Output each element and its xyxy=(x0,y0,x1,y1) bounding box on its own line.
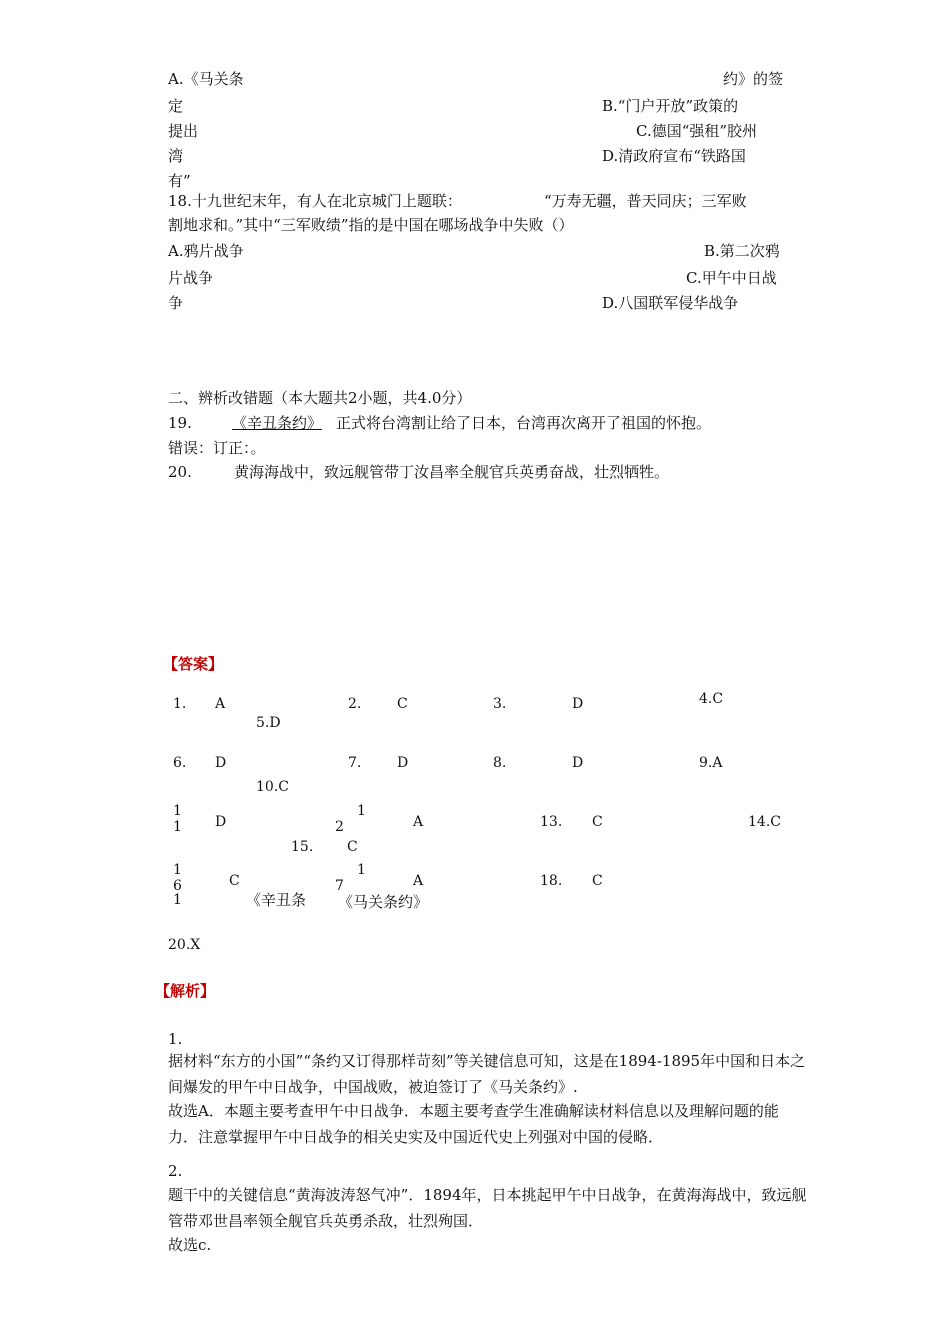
answer-number: 7. xyxy=(348,755,362,771)
answer-choice: D xyxy=(397,755,409,771)
answer-number: 1. xyxy=(173,696,187,712)
analysis-1-text: 据材料“东方的小国”“条约又订得那样苛刻”等关键信息可知，这是在1894-1895年中国和日本之间爆发的甲午中日战争，中国战败，被迫签订了《马关条约》. xyxy=(168,1052,806,1096)
answer-text: 《马关条约》 xyxy=(338,893,429,911)
section2-heading: 二、辨析改错题（本大题共2小题，共4.0分） xyxy=(168,389,472,407)
answer-number: 2. xyxy=(348,696,362,712)
q18-stem-line1b: “万寿无疆，普天同庆；三军败 xyxy=(544,192,747,210)
answer-number-fragment: 1 xyxy=(357,803,366,819)
q20-text: 黄海海战中，致远舰管带丁汝昌率全舰官兵英勇奋战，壮烈牺牲。 xyxy=(234,463,670,481)
q19-text: 正式将台湾割让给了日本，台湾再次离开了祖国的怀抱。 xyxy=(336,414,712,432)
answer-item: 9.A xyxy=(699,755,723,771)
q17-option-b-part1: B.“门户开放”政策的 xyxy=(602,97,739,115)
analysis-2-number: 2. xyxy=(168,1162,183,1180)
answer-choice: D xyxy=(215,755,227,771)
q17-option-a-part3: 定 xyxy=(168,97,184,115)
answer-choice: C xyxy=(592,814,603,830)
answer-number: 18. xyxy=(540,873,563,889)
answer-choice: C xyxy=(229,873,240,889)
answer-item: 5.D xyxy=(256,715,281,731)
q19-answer-line: 错误：订正：。 xyxy=(168,439,266,457)
answer-number: 3. xyxy=(493,696,507,712)
q17-option-a-part2: 约》的签 xyxy=(723,70,784,88)
q18-stem-line1a: 18.十九世纪末年，有人在北京城门上题联： xyxy=(168,192,462,210)
answer-q20: 20.X xyxy=(168,937,201,953)
answer-choice: A xyxy=(215,696,226,712)
q18-option-b-part2: 片战争 xyxy=(168,269,214,287)
answer-number-fragment: 2 xyxy=(335,819,344,835)
q18-option-b-part1: B.第二次鸦 xyxy=(704,242,780,260)
q19-underlined-term: 《辛丑条约》 xyxy=(232,414,323,432)
answer-number-fragment: 6 xyxy=(173,878,182,894)
q18-option-a: A.鸦片战争 xyxy=(168,242,244,260)
analysis-2-choice: 故选c. xyxy=(168,1236,212,1254)
answer-item: 4.C xyxy=(699,691,724,707)
analysis-2-text: 题干中的关键信息“黄海波涛怒气冲”．1894年，日本挑起甲午中日战争，在黄海海战中，致远舰管带邓世昌率领全舰官兵英勇杀敌，壮烈殉国． xyxy=(168,1186,807,1230)
answer-item: 10.C xyxy=(256,779,289,795)
q18-option-c-part1: C.甲午中日战 xyxy=(686,269,777,287)
q17-option-a-part1: A.《马关条 xyxy=(168,70,244,88)
answer-number-fragment: 1 xyxy=(173,892,182,908)
answer-number-fragment: 1 xyxy=(173,803,182,819)
answer-text: 《辛丑条 xyxy=(246,891,307,909)
answer-choice: A xyxy=(413,814,424,830)
answers-heading: 【答案】 xyxy=(163,655,224,673)
answer-choice: C xyxy=(397,696,408,712)
answer-choice: C xyxy=(592,873,603,889)
answer-number-fragment: 1 xyxy=(173,819,182,835)
answer-choice: D xyxy=(215,814,227,830)
answer-number: 8. xyxy=(493,755,507,771)
q17-option-d-part1: D.清政府宣布“铁路国 xyxy=(602,147,746,165)
answer-number-fragment: 1 xyxy=(173,862,182,878)
analysis-1-number: 1. xyxy=(168,1030,183,1048)
q17-option-d-part2: 有” xyxy=(168,172,191,190)
q19-number: 19. xyxy=(168,414,192,432)
answer-number: 13. xyxy=(540,814,563,830)
analysis-1-choice: 故选A．本题主要考查甲午中日战争．本题主要考查学生准确解读材料信息以及理解问题的能力．注意掌握甲午中日战争的相关史实及中国近代史上列强对中国的侵略． xyxy=(168,1102,779,1146)
q20-number: 20. xyxy=(168,463,192,481)
q18-option-d: D.八国联军侵华战争 xyxy=(602,294,739,312)
answer-number: 6. xyxy=(173,755,187,771)
q17-option-b-part2: 提出 xyxy=(168,122,199,140)
answer-item: 14.C xyxy=(748,814,781,830)
q17-option-c-part2: 湾 xyxy=(168,147,184,165)
answer-choice: D xyxy=(572,696,584,712)
analysis-heading: 【解析】 xyxy=(155,982,216,1000)
answer-choice: A xyxy=(413,873,424,889)
q18-option-c-part2: 争 xyxy=(168,294,184,312)
answer-choice: C xyxy=(347,839,358,855)
answer-number: 15. xyxy=(291,839,314,855)
answer-number-fragment: 7 xyxy=(335,878,344,894)
answer-choice: D xyxy=(572,755,584,771)
answer-number-fragment: 1 xyxy=(357,862,366,878)
q17-option-c-part1: C.德国“强租”胶州 xyxy=(636,122,758,140)
q18-stem-line2: 割地求和。”其中“三军败绩”指的是中国在哪场战争中失败（） xyxy=(168,216,574,234)
